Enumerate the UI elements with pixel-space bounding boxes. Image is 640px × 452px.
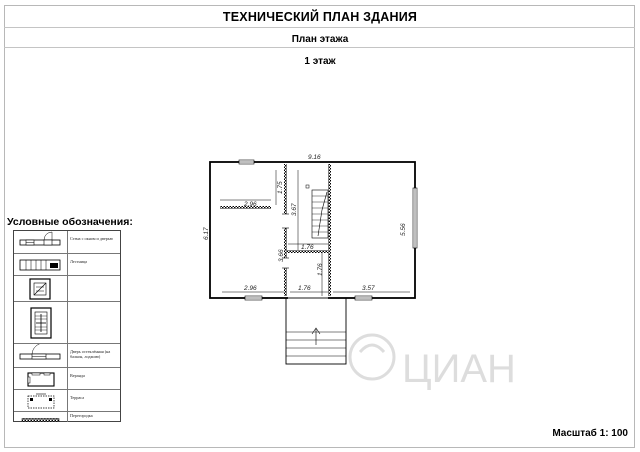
dim-inner-v-2: 3.67 xyxy=(291,203,298,216)
floor-label: 1 этаж xyxy=(304,56,336,67)
door-opening xyxy=(283,214,288,228)
scale-label: Масштаб 1: 100 xyxy=(552,428,628,439)
dim-inner-top-left: 2.96 xyxy=(244,201,257,208)
dim-inner-v-4: 1.76 xyxy=(317,263,324,276)
partition xyxy=(328,164,331,296)
watermark-text: ЦИАН xyxy=(402,347,516,391)
legend-label: Веранда xyxy=(70,373,85,378)
legend-label: Терраса xyxy=(70,395,85,400)
window-icon xyxy=(239,160,254,164)
outer-wall xyxy=(210,162,415,298)
window-icon xyxy=(413,188,417,248)
legend-label: Стена с окном и дверью xyxy=(70,236,113,241)
dim-right-height: 5.56 xyxy=(400,223,407,236)
legend-label: Перегородка xyxy=(70,413,93,418)
document-title: ТЕХНИЧЕСКИЙ ПЛАН ЗДАНИЯ xyxy=(222,10,418,24)
legend-title: Условные обозначения: xyxy=(7,216,133,228)
dim-top-width: 9.16 xyxy=(308,154,321,161)
plan-subtitle: План этажа xyxy=(291,34,349,45)
dim-bottom-mid: 1.76 xyxy=(298,285,311,292)
window-icon xyxy=(355,296,372,300)
dim-bottom-left: 2.96 xyxy=(244,285,257,292)
legend-label: Лестница xyxy=(70,259,88,264)
dimension-lines xyxy=(220,170,410,296)
legend-label: Дверь остеклённая (на балкон, лоджию) xyxy=(70,349,111,359)
dim-bottom-right: 3.57 xyxy=(362,285,375,292)
window-icon xyxy=(245,296,262,300)
dim-inner-v-1: 1.75 xyxy=(277,181,284,194)
stairs-icon xyxy=(306,185,328,238)
partition xyxy=(284,164,287,296)
dim-left-height: 6.17 xyxy=(203,227,210,240)
porch-stairs-icon xyxy=(286,298,346,364)
watermark xyxy=(350,335,516,391)
door-opening xyxy=(212,206,220,209)
dim-inner-h-mid: 1.76 xyxy=(301,244,314,251)
dim-inner-v-3: 3.66 xyxy=(278,249,285,262)
